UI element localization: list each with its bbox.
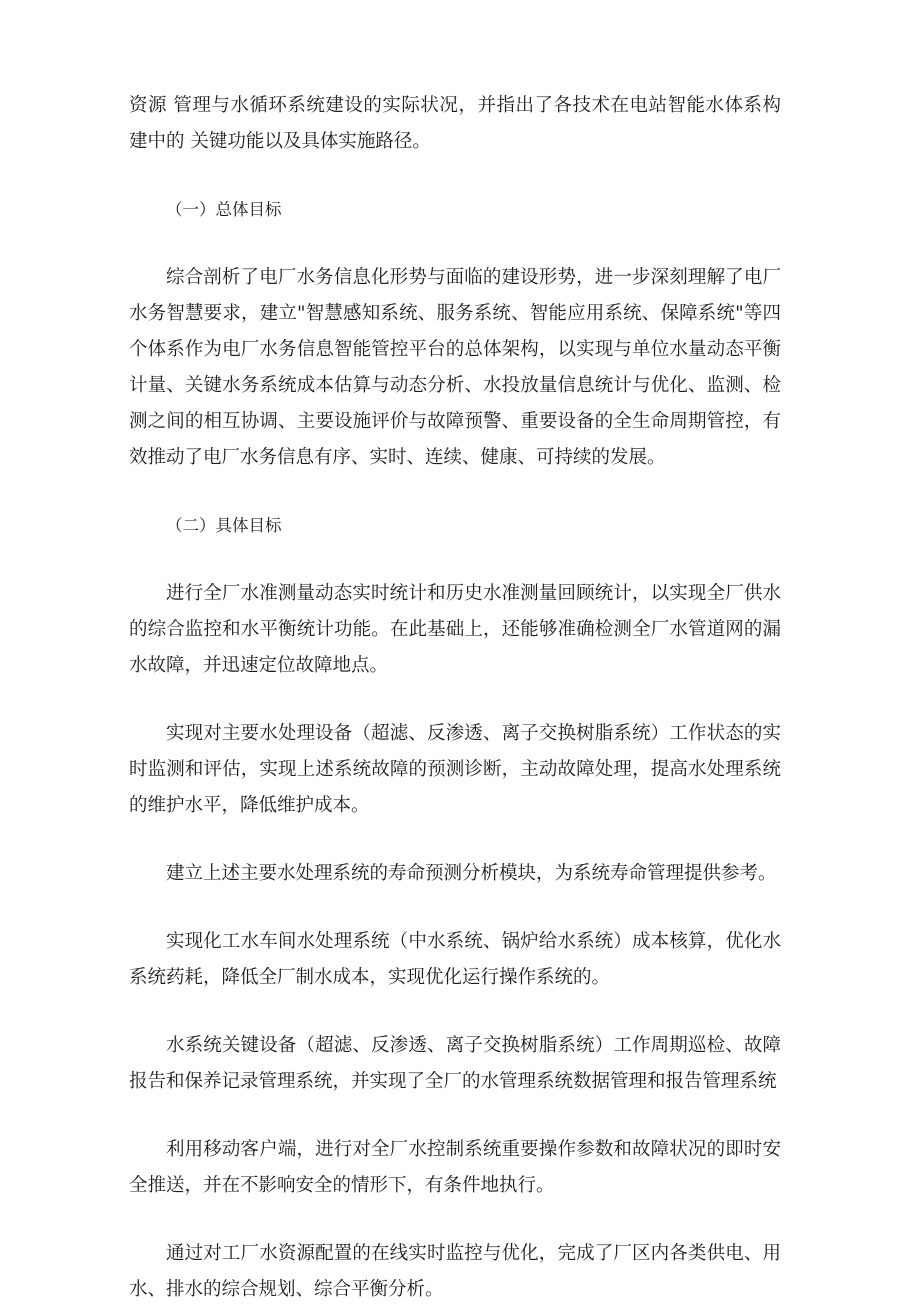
document-page	[129, 88, 781, 1308]
specific-goal-paragraph: 利用移动客户端，进行对全厂水控制系统重要操作参数和故障状况的即时安全推送，并在不影响安全的情形下，有条件地执行。	[129, 1139, 781, 1196]
overall-goal-paragraph: 综合剖析了电厂水务信息化形势与面临的建设形势，进一步深刻理解了电厂水务智慧要求，建立"智慧感知系统、服务系统、智能应用系统、保障系统"等四个体系作为电厂水务信息智能管控平台的总体架构，以实现与单位水量动态平衡计量、关键水务系统成本估算与动态分析、水投放量信息统计与优化、监测、检测之间的相互协调、主要设施评价与故障预警、重要设备的全生命周期管控，有效推动了电厂水务信息有序、实时、连续、健康、可持续的发展。	[129, 267, 781, 468]
specific-goal-paragraph: 进行全厂水准测量动态实时统计和历史水准测量回顾统计，以实现全厂供水的综合监控和水平衡统计功能。在此基础上，还能够准确检测全厂水管道网的漏水故障，并迅速定位故障地点。	[129, 583, 781, 676]
specific-goal-paragraph: 建立上述主要水处理系统的寿命预测分析模块，为系统寿命管理提供参考。	[166, 863, 777, 884]
section-heading-specific-goals: （二）具体目标	[166, 516, 282, 535]
section-heading-overall-goal: （一）总体目标	[166, 200, 282, 219]
specific-goal-paragraph: 水系统关键设备（超滤、反渗透、离子交换树脂系统）工作周期巡检、故障报告和保养记录管理系统，并实现了全厂的水管理系统数据管理和报告管理系统	[129, 1035, 781, 1092]
specific-goal-paragraph: 实现化工水车间水处理系统（中水系统、锅炉给水系统）成本核算，优化水系统药耗，降低全厂制水成本，实现优化运行操作系统的。	[129, 931, 781, 988]
specific-goal-paragraph: 通过对工厂水资源配置的在线实时监控与优化，完成了厂区内各类供电、用水、排水的综合规划、综合平衡分析。	[129, 1243, 781, 1300]
intro-paragraph: 资源 管理与水循环系统建设的实际状况，并指出了各技术在电站智能水体系构建中的 关键功能以及具体实施路径。	[129, 95, 781, 152]
specific-goal-paragraph: 实现对主要水处理设备（超滤、反渗透、离子交换树脂系统）工作状态的实时监测和评估，实现上述系统故障的预测诊断，主动故障处理，提高水处理系统的维护水平，降低维护成本。	[129, 723, 781, 816]
